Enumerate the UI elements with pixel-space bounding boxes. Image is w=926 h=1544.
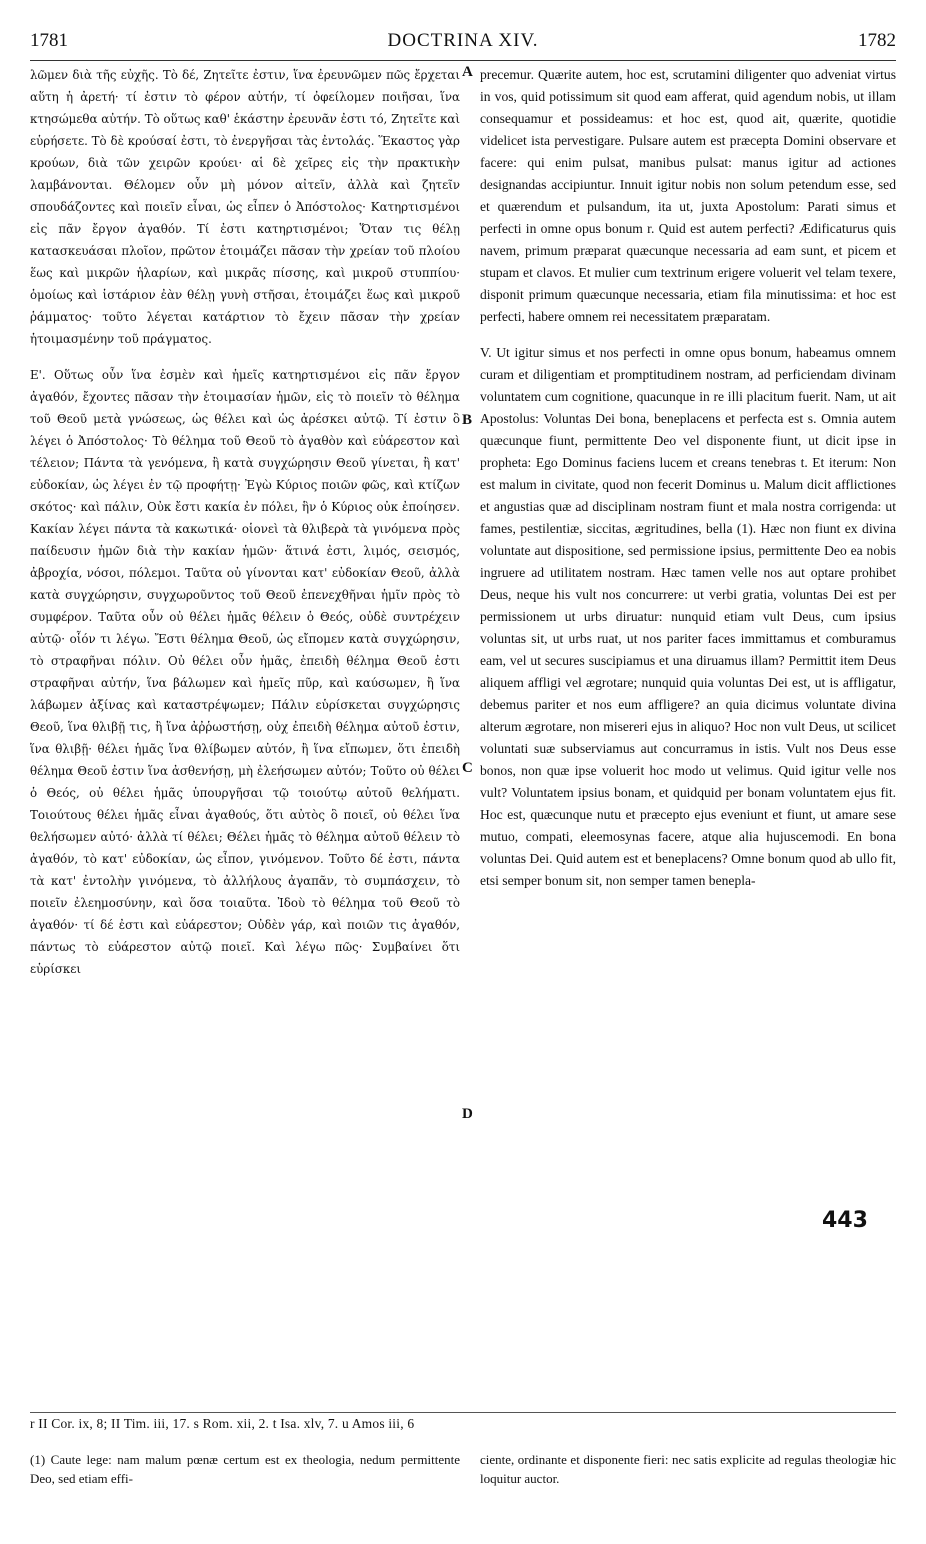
running-title: DOCTRINA XIV.: [387, 30, 539, 51]
greek-paragraph-1: λῶμεν διὰ τῆς εὐχῆς. Τὸ δέ, Ζητεῖτε ἐστιν, ἵνα ἐρευνῶμεν πῶς ἔρχεται αὕτη ἡ ἀρετή· τί ἐστιν τὸ φέρον αὐτήν, τί ὀφείλομεν ποιῆσαι, ἵνα κτησώμεθα αὐτήν. Τὸ οὕτως καθ' ἑκάστην ἐρευνᾶν ἐστι τό, Ζητεῖτε καὶ εὑρήσετε. Τὸ δὲ κρούσαί ἐστι, τὸ ἐνεργῆσαι τὰς ἐντολάς. Ἕκαστος γὰρ κρούων, διὰ τῶν χειρῶν κρούει· αἱ δὲ χεῖρες εἰς τὴν πρακτικὴν λαμβάνονται. Θέλομεν οὖν μὴ μόνον αἰτεῖν, ἀλλὰ καὶ ζητεῖν σπουδάζοντες καὶ ποιεῖν εἶναι, ὡς εἶπεν ὁ Ἀπόστολος· Κατηρτισμένοι εἰς πᾶν ἔργον ἀγαθόν. Τί ἐστι κατηρτισμένοι; Ὅταν τις θέλῃ κατασκευάσαι πλοῖον, πρῶτον ἑτοιμάζει πᾶσαν τὴν χρείαν τοῦ πλοίου ἕως καὶ μικρῶν ἡλαρίων, καὶ μικρᾶς πίσσης, καὶ μικροῦ στυππίου· ὁμοίως καὶ ἱστάριον ἐὰν θέλῃ γυνὴ στῆσαι, ἑτοιμάζει ἕως καὶ μικροῦ ῥάμματος· τοῦτο λέγεται κατάρτιον τὸ ἔχειν πᾶσαν τὴν χρείαν ἡτοιμασμένην τοῦ πράγματος.: [30, 68, 460, 346]
margin-marker-c: C: [462, 760, 473, 776]
footnotes: [30, 1416, 896, 1486]
header-rule: [30, 60, 896, 61]
left-column-number: 1781: [30, 30, 68, 51]
greek-column: [30, 64, 460, 980]
footnote-rule: [30, 1412, 896, 1413]
latin-paragraph-2: V. Ut igitur simus et nos perfecti in omne opus bonum, habeamus omnem curam et diligentiam et promptitudinem nostram, ad perficiendam divinam voluntatem cum cognitione, quacunque in re illi placitum fuerit. Nam, ut ait Apostolus: Voluntas Dei bona, beneplacens et perfecta est s. Omnia autem quæcunque fiunt, permittente Deo vel disponente fiunt, ut dicit ipse in propheta: Ego Dominus faciens lucem et creans tenebras t. Et iterum: Non est malum in civitate, quod non fecerit Dominus u. Malum dicit afflictiones et angustias quæ ad disciplinam nostram fiunt et mala nostra corrigenda: ut fames, pestilentiæ, siccitas, ægritudines, bella (1). Hæc non fiunt ex divina voluntate aut dispositione, sed permissione ipsius, permittente Deo ea nobis ingruere ad utilitatem nostram. Hæc tamen velle nos aut optare prohibet Deus, neque his vult nos concurrere: ut verbi gratia, voluntas Dei est per permissionem ut urbs diruatur: nunquid etiam vult Deus, cum ipsius voluntas sit, ut urbs ruat, ut nos pariter faces immittamus et comburamus eam, vel ut secures suscipiamus et una diruamus illam? Permittit item Deus aliquem affligi vel ægrotare; nunquid quia voluntas Dei est, ut is affligatur, debemus pariter et nos eum affligere? an quia dicimus voluntate divina alterum ægrotare, non misereri ejus in aliquo? Hoc non vult Deus, ut scilicet voluntati suæ subserviamus aut concurramus in istis. Vult nos Deus esse bonos, non quæ ipse voluerit hoc modo ut velimus. Quid igitur velle nos vult? Voluntatem ipsius bonam, et quidquid per bonam voluntatem ejus fit. Hoc est, quæcunque nutu et præcepto ejus eveniunt et fiunt, ut amare sese mutuo, compati, eleemosynas facere, atque alia hujuscemodi. En bona voluntas Dei. Quid autem est et beneplacens? Omne bonum quod ab ullo fit, etsi semper bonum sit, non semper tamen benepla-: [480, 345, 896, 888]
greek-paragraph-2: Ε'. Οὕτως οὖν ἵνα ἐσμὲν καὶ ἡμεῖς κατηρτισμένοι εἰς πᾶν ἔργον ἀγαθόν, ἔχοντες πᾶσαν τὴν ἑτοιμασίαν ἡμῶν, εἰς τὸ ποιεῖν τὸ θέλημα τοῦ Θεοῦ μετὰ γνώσεως, ὡς θέλει καὶ ὡς ἀρέσκει αὐτῷ. Τί ἐστιν ὃ λέγει ὁ Ἀπόστολος· Τὸ θέλημα τοῦ Θεοῦ τὸ ἀγαθὸν καὶ εὐάρεστον καὶ τέλειον; Πάντα τὰ γενόμενα, ἢ κατὰ συγχώρησιν Θεοῦ γίνεται, ἢ κατ' εὐδοκίαν, ὡς λέγει ἐν τῷ προφήτῃ· Ἐγὼ Κύριος ποιῶν φῶς, καὶ κτίζων σκότος· καὶ πάλιν, Οὐκ ἔστι κακία ἐν πόλει, ἣν ὁ Κύριος οὐκ ἐποίησεν. Κακίαν λέγει πάντα τὰ κακωτικά· οἱονεὶ τὰ θλιβερὰ τὰ γινόμενα πρὸς παίδευσιν ἡμῶν διὰ τὴν κακίαν ἡμῶν· ἅτινά ἐστι, λιμός, σεισμός, ἀβροχία, νόσοι, πόλεμοι. Ταῦτα οὐ γίνονται κατ' εὐδοκίαν Θεοῦ, ἀλλὰ κατὰ συγχώρησιν, συγχωροῦντος τοῦ Θεοῦ ἐπενεχθῆναι ἡμῖν πρὸς τὸ συμφέρον. Ταῦτα οὖν οὐ θέλει ἡμᾶς θέλειν ὁ Θεός, οὐδὲ συντρέχειν αὐτῷ· οἷόν τι λέγω. Ἔστι θέλημα Θεοῦ, ὡς εἴπομεν κατὰ συγχώρησιν, τὸ στραφῆναι πόλιν. Οὐ θέλει οὖν ἡμᾶς, ἐπειδὴ θέλημα Θεοῦ ἐστι στραφῆναι αὐτήν, ἵνα βάλωμεν καὶ ἡμεῖς πῦρ, καὶ καύσωμεν, ἢ ἵνα λάβωμεν ἀξίνας καὶ καταστρέψωμεν; Πάλιν εὑρίσκεται συγχώρησις Θεοῦ, ἵνα θλιβῇ τις, ἢ ἵνα ἀῤῥωστήσῃ, οὐχ ἐπειδὴ θέλημα αὐτοῦ ἐστιν, ἵνα θλιβῇ· θέλει ἡμᾶς ἵνα θλίβωμεν αὐτόν, ἢ ἵνα εἴπωμεν, ὅτι ἐπειδὴ θέλημα Θεοῦ ἐστιν ἵνα ἀσθενήσῃ, μὴ ἐλεήσωμεν αὐτόν; Τοῦτο οὐ θέλει ὁ Θεός, οὐ θέλει ἡμᾶς ὑπουργῆσαι τῷ τοιούτῳ αὐτοῦ θελήματι. Τοιούτους θέλει ἡμᾶς εἶναι ἀγαθούς, ὅτι αὐτὸς ὃ ποιεῖ, οὐ θέλει ἵνα θελήσωμεν αὐτό· ἀλλὰ τί θέλει; Θέλει ἡμᾶς τὸ θέλημα αὐτοῦ θέλειν τὸ ἀγαθόν, τὸ κατ' εὐδοκίαν, ὡς εἶπον, γινόμενον. Τοῦτο δέ ἐστι, πάντα τὰ κατ' ἐντολὴν γινόμενα, τὸ ἀλλήλους ἀγαπᾶν, τὸ συμπάσχειν, τὸ ποιεῖν ἐλεημοσύνην, καὶ ὅσα τοιαῦτα. Ἰδοὺ τὸ θέλημα τοῦ Θεοῦ τὸ ἀγαθόν· τί δέ ἐστι καὶ εὐάρεστον; Οὐδὲν γάρ, καὶ ποιῶν τις ἀγαθόν, πάντως τὸ εὐάρεστον αὐτῷ ποιεῖ. Καὶ λέγω πῶς· Συμβαίνει ὅτι εὑρίσκει: [30, 368, 460, 976]
page-header: [30, 30, 896, 58]
footnote-note-right: ciente, ordinante et disponente fieri: nec satis explicite ad regulas theologiæ hic loquitur auctor.: [480, 1452, 896, 1486]
latin-column: [480, 64, 896, 892]
footnote-note-left: (1) Caute lege: nam malum pœnæ certum est ex theologia, nedum permittente Deo, sed etiam effi-: [30, 1452, 460, 1486]
latin-paragraph-1: precemur. Quærite autem, hoc est, scrutamini diligenter quo adveniat virtus in vos, quid potissimum sit quod eam afferat, quid agendum nobis, ut illam consequamur et possideamus: et hoc est, quod ait, quærite, quotidie videlicet ista pervestigare. Pulsare autem est præcepta Domini observare et facere: qui enim pulsat, manibus pulsat: manus igitur ad actiones designandas accipiuntur. Innuit igitur nobis non solum petendum esse, sed et quærendum et pulsandum, ita ut, juxta Apostolum: Parati simus et perfecti in omne opus bonum r. Quid est autem perfecti? Ædificaturus quis navem, primum præparat quæcunque necessaria ad eam sunt, et picem et stupam et clavos. Et mulier cum textrinum erigere voluerit vel telam texere, disponit primum quæcunque necessaria, etiam fila minutissima: et hoc est perfecti, habere omnem rei necessitatem præparatam.: [480, 67, 896, 324]
page-number-badge: 443: [822, 1208, 868, 1233]
right-column-number: 1782: [858, 30, 896, 51]
footnote-references: r II Cor. ix, 8; II Tim. iii, 17. s Rom. xii, 2. t Isa. xlv, 7. u Amos iii, 6: [30, 1416, 415, 1431]
margin-marker-b: B: [462, 412, 473, 428]
margin-marker-a: A: [462, 64, 473, 80]
margin-marker-d: D: [462, 1106, 473, 1122]
